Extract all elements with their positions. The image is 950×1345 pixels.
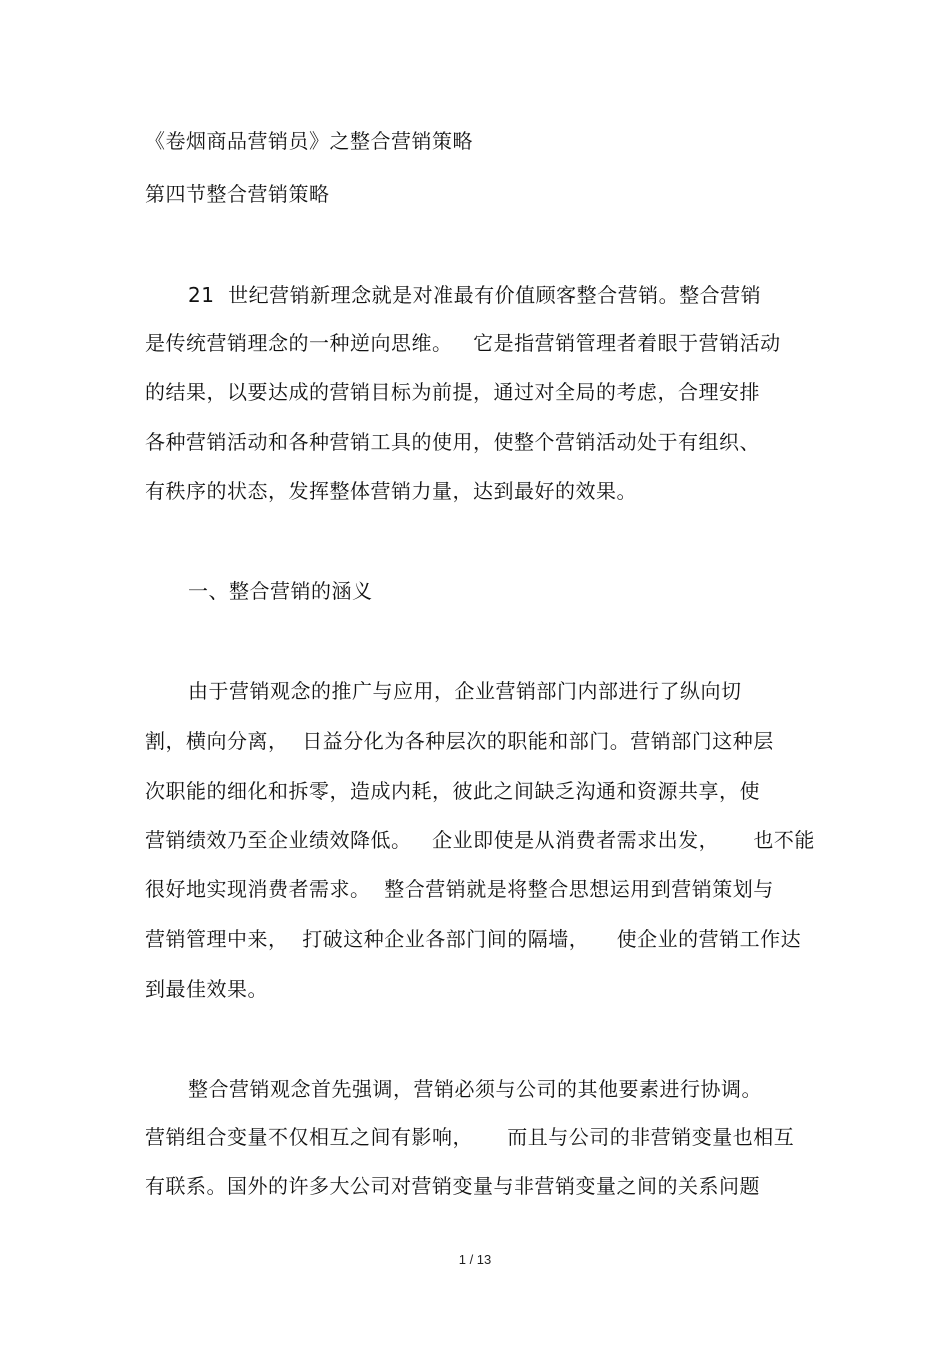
paragraph-1-line-4: 各种营销活动和各种营销工具的使用，使整个营销活动处于有组织、 [145, 430, 760, 454]
paragraph-1-line-2: 是传统营销理念的一种逆向思维。 它是指营销管理者着眼于营销活动 [145, 331, 781, 355]
paragraph-1-line-5: 有秩序的状态，发挥整体营销力量，达到最好的效果。 [145, 479, 637, 503]
paragraph-2-line-5: 很好地实现消费者需求。 整合营销就是将整合思想运用到营销策划与 [145, 877, 774, 901]
paragraph-2-line-3: 次职能的细化和拆零，造成内耗，彼此之间缺乏沟通和资源共享，使 [145, 779, 760, 803]
paragraph-2-line-1: 由于营销观念的推广与应用，企业营销部门内部进行了纵向切 [188, 679, 742, 703]
paragraph-1-line-1: 21 世纪营销新理念就是对准最有价值顾客整合营销。整合营销 [188, 283, 762, 307]
paragraph-2-line-7: 到最佳效果。 [145, 977, 268, 1001]
paragraph-2-line-6: 营销管理中来， 打破这种企业各部门间的隔墙， 使企业的营销工作达 [145, 927, 802, 951]
page-number: 1 / 13 [458, 1252, 492, 1267]
document-title: 《卷烟商品营销员》之整合营销策略 [145, 129, 473, 153]
paragraph-3-line-2: 营销组合变量不仅相互之间有影响， 而且与公司的非营销变量也相互 [145, 1125, 795, 1149]
paragraph-3-line-1: 整合营销观念首先强调，营销必须与公司的其他要素进行协调。 [188, 1077, 762, 1101]
section-heading: 第四节整合营销策略 [145, 182, 330, 206]
paragraph-3-line-3: 有联系。国外的许多大公司对营销变量与非营销变量之间的关系问题 [145, 1174, 760, 1198]
paragraph-2-line-2: 割，横向分离， 日益分化为各种层次的职能和部门。营销部门这种层 [145, 729, 774, 753]
paragraph-2-line-4: 营销绩效乃至企业绩效降低。 企业即使是从消费者需求出发， 也不能 [145, 828, 815, 852]
paragraph-1-line-3: 的结果，以要达成的营销目标为前提，通过对全局的考虑，合理安排 [145, 380, 760, 404]
subheading-integrated-marketing-meaning: 一、整合营销的涵义 [188, 579, 373, 603]
